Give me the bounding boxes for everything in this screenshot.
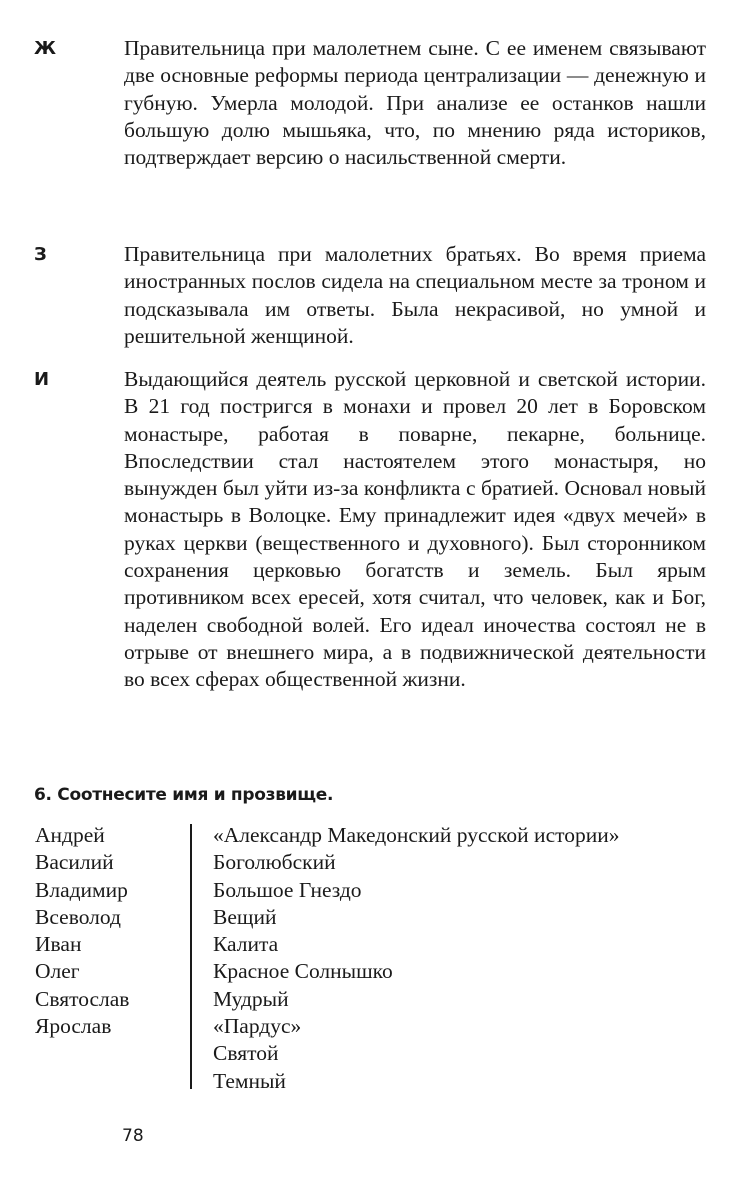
name-item: Святослав	[35, 986, 130, 1011]
nickname-item: Калита	[213, 932, 279, 957]
nickname-item: Боголюбский	[213, 850, 336, 875]
nicknames-column	[213, 822, 713, 1095]
nickname-item: Мудрый	[213, 986, 289, 1011]
entry-text: Правительница при малолетнем сыне. С ее именем связывают две основные реформы периода централизации — денежную и губную. Умерла молодой. При анализе ее останков нашли большую долю мышьяка, что, по мнению ряда историков, подтверждает версию о насильственной смерти.	[124, 36, 706, 170]
entry-letter: Ж	[34, 38, 57, 59]
nickname-item: Вещий	[213, 904, 277, 929]
nickname-item: Темный	[213, 1068, 286, 1093]
task-heading: 6. Соотнесите имя и прозвище.	[34, 785, 334, 805]
name-item: Всеволод	[35, 904, 121, 929]
name-item: Андрей	[35, 823, 105, 847]
page-number: 78	[122, 1126, 144, 1146]
name-item: Василий	[35, 850, 114, 875]
name-item: Ярослав	[35, 1014, 112, 1039]
name-item: Иван	[35, 932, 82, 957]
entry-text: Правительница при малолетних братьях. Во время приема иностранных послов сидела на специальном месте за троном и подсказывала им ответы. Была некрасивой, но умной и решительной женщиной.	[124, 242, 706, 348]
entry-text: Выдающийся деятель русской церковной и светской истории. В 21 год постригся в монахи и провел 20 лет в Боровском монастыре, работая в поварне, пекарне, больнице. Впоследствии стал настоятелем этого монастыря, но вынужден был уйти из-за конфликта с братией. Основал новый монастырь в Волоцке. Ему принадлежит идея «двух мечей» в руках церкви (вещественного и духовного). Был сторонником сохранения церковью богатств и земель. Был ярым противником всех ересей, хотя считал, что человек, как и Бог, наделен свободной волей. Его идеал иночества состоял не в отрыве от внешнего мира, а в подвижнической деятельности во всех сферах общественной жизни.	[124, 367, 706, 692]
entry-letter: З	[34, 244, 47, 265]
column-divider	[190, 824, 192, 1089]
nickname-item: Большое Гнездо	[213, 877, 362, 902]
nickname-item: Святой	[213, 1041, 279, 1066]
name-item: Олег	[35, 959, 80, 984]
nickname-item: «Александр Македонский русской истории»	[213, 823, 620, 847]
nickname-item: «Пардус»	[213, 1014, 302, 1039]
nickname-item: Красное Солнышко	[213, 959, 393, 984]
name-item: Владимир	[35, 877, 128, 902]
names-column	[35, 822, 185, 1040]
entry-letter: И	[34, 369, 50, 390]
